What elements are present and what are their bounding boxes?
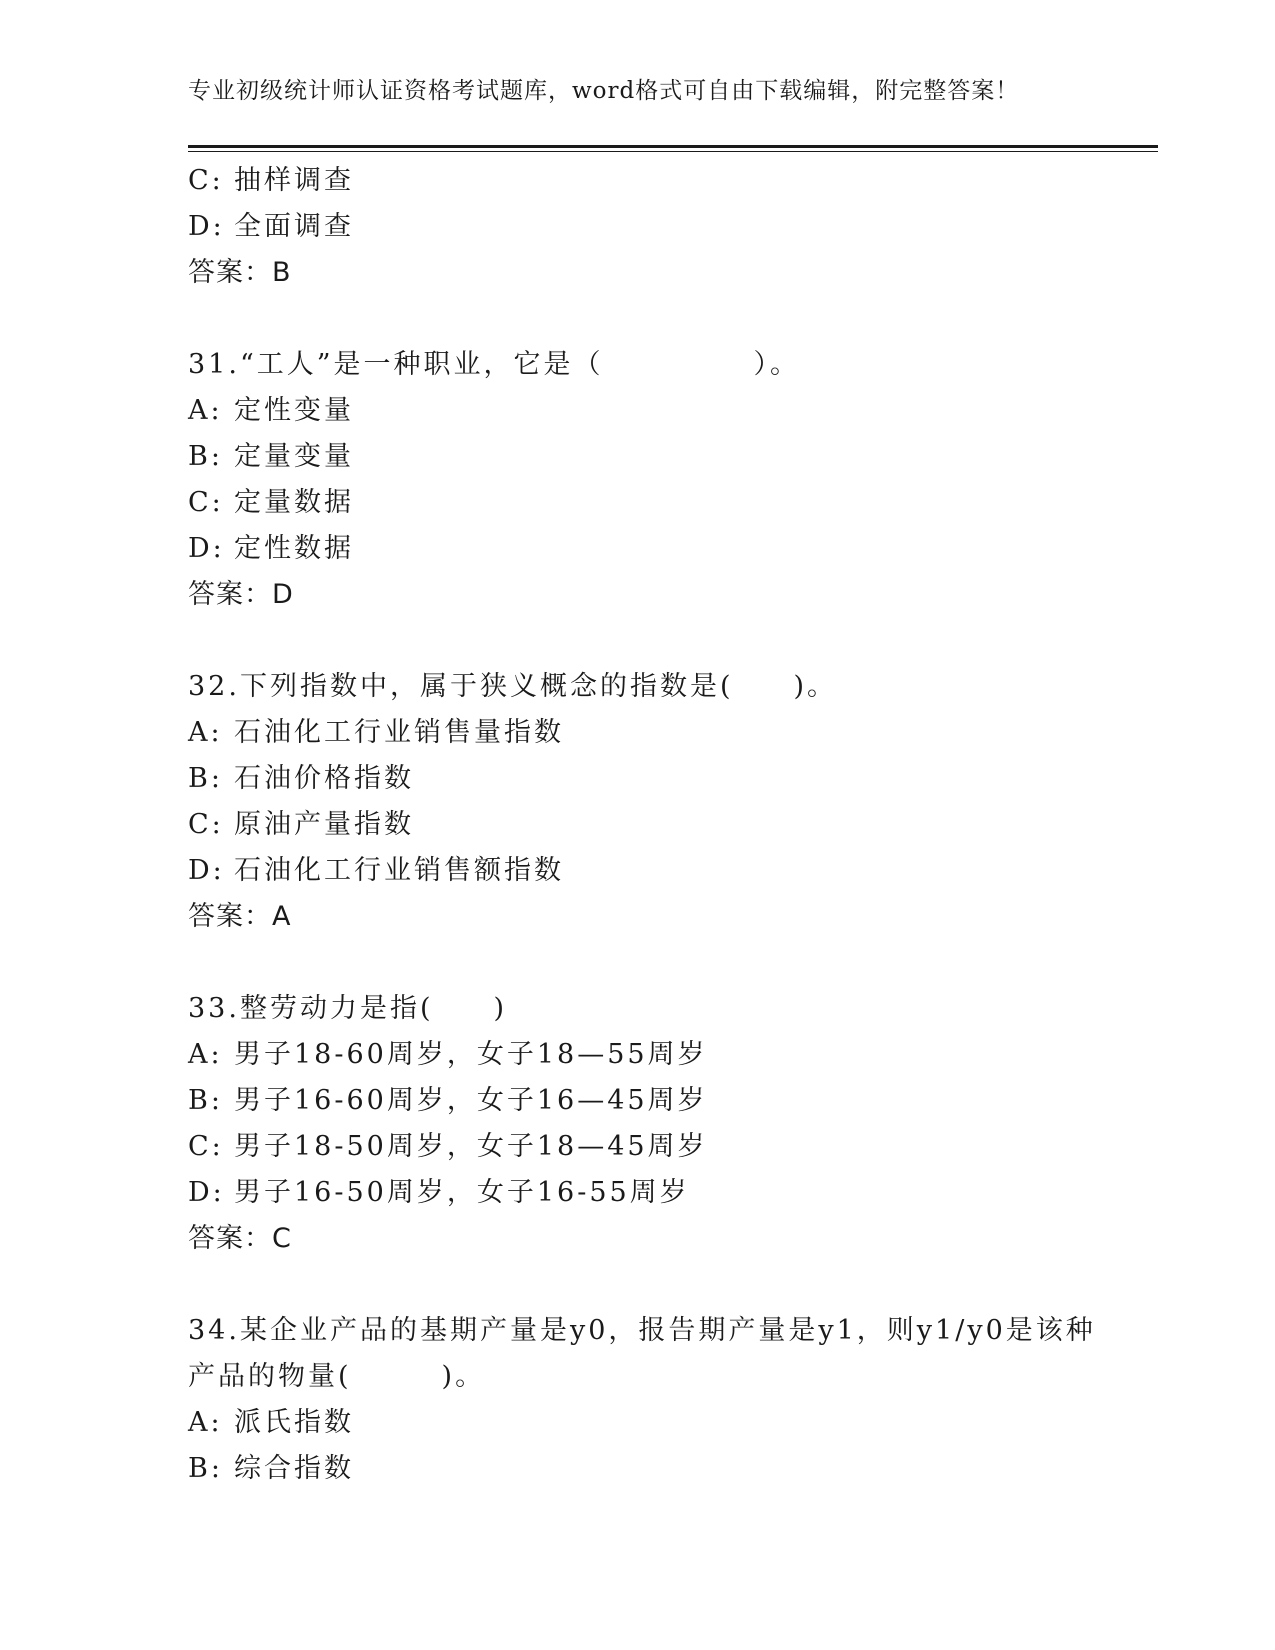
option-line [188,434,1128,480]
option-text: 定量变量 [234,441,354,472]
option-letter: B: [188,763,223,794]
option-text: 男子18-60周岁，女子18—55周岁 [234,1039,708,1070]
option-letter: D: [188,1177,225,1208]
option-line [188,388,1128,434]
spacer [188,618,1128,664]
question-stem-continued: 产品的物量( )。 [188,1361,486,1392]
option-letter: C: [188,487,224,518]
option-line [188,1032,1128,1078]
option-letter: A: [188,1407,223,1438]
option-letter: C: [188,809,224,840]
option-letter: B: [188,441,223,472]
option-text: 石油化工行业销售额指数 [234,855,564,886]
header-rule-thick [188,145,1158,148]
option-text: 定性变量 [234,395,354,426]
spacer [188,940,1128,986]
option-text: 定量数据 [234,487,354,518]
question-stem: 34.某企业产品的基期产量是y0，报告期产量是y1，则y1/y0是该种 [188,1315,1096,1346]
answer-line: 答案：B [188,257,292,288]
option-line [188,710,1128,756]
option-text: 男子16-60周岁，女子16—45周岁 [234,1085,708,1116]
option-line [188,204,1128,250]
option-letter: B: [188,1453,223,1484]
option-text: 抽样调查 [234,165,354,196]
question-stem: 31.“工人”是一种职业，它是（ ）。 [188,349,801,380]
option-text: 全面调查 [234,211,354,242]
question-stem: 32.下列指数中，属于狭义概念的指数是( )。 [188,671,838,702]
option-letter: A: [188,717,223,748]
option-line [188,1124,1128,1170]
option-line [188,480,1128,526]
spacer [188,1262,1128,1308]
option-line [188,526,1128,572]
page-header: 专业初级统计师认证资格考试题库，word格式可自由下载编辑，附完整答案！ [188,78,1020,104]
option-text: 石油化工行业销售量指数 [234,717,564,748]
option-letter: D: [188,211,225,242]
option-text: 派氏指数 [234,1407,354,1438]
header-rule-thin [188,151,1158,152]
option-letter: C: [188,165,224,196]
answer-line: 答案：C [188,1223,292,1254]
option-line [188,756,1128,802]
option-line [188,1170,1128,1216]
document-body [188,158,1128,1492]
option-line [188,802,1128,848]
option-text: 男子16-50周岁，女子16-55周岁 [234,1177,690,1208]
option-line [188,158,1128,204]
option-letter: A: [188,1039,223,1070]
answer-line: 答案：A [188,901,292,932]
option-line [188,1078,1128,1124]
answer-line: 答案：D [188,579,294,610]
option-text: 综合指数 [234,1453,354,1484]
option-letter: D: [188,855,225,886]
option-line [188,1446,1128,1492]
option-letter: A: [188,395,223,426]
option-line [188,1400,1128,1446]
option-text: 原油产量指数 [234,809,414,840]
option-text: 石油价格指数 [234,763,414,794]
option-line [188,848,1128,894]
option-letter: D: [188,533,225,564]
option-text: 男子18-50周岁，女子18—45周岁 [234,1131,708,1162]
question-stem: 33.整劳动力是指( ) [188,993,508,1024]
option-text: 定性数据 [234,533,354,564]
option-letter: C: [188,1131,224,1162]
option-letter: B: [188,1085,223,1116]
spacer [188,296,1128,342]
